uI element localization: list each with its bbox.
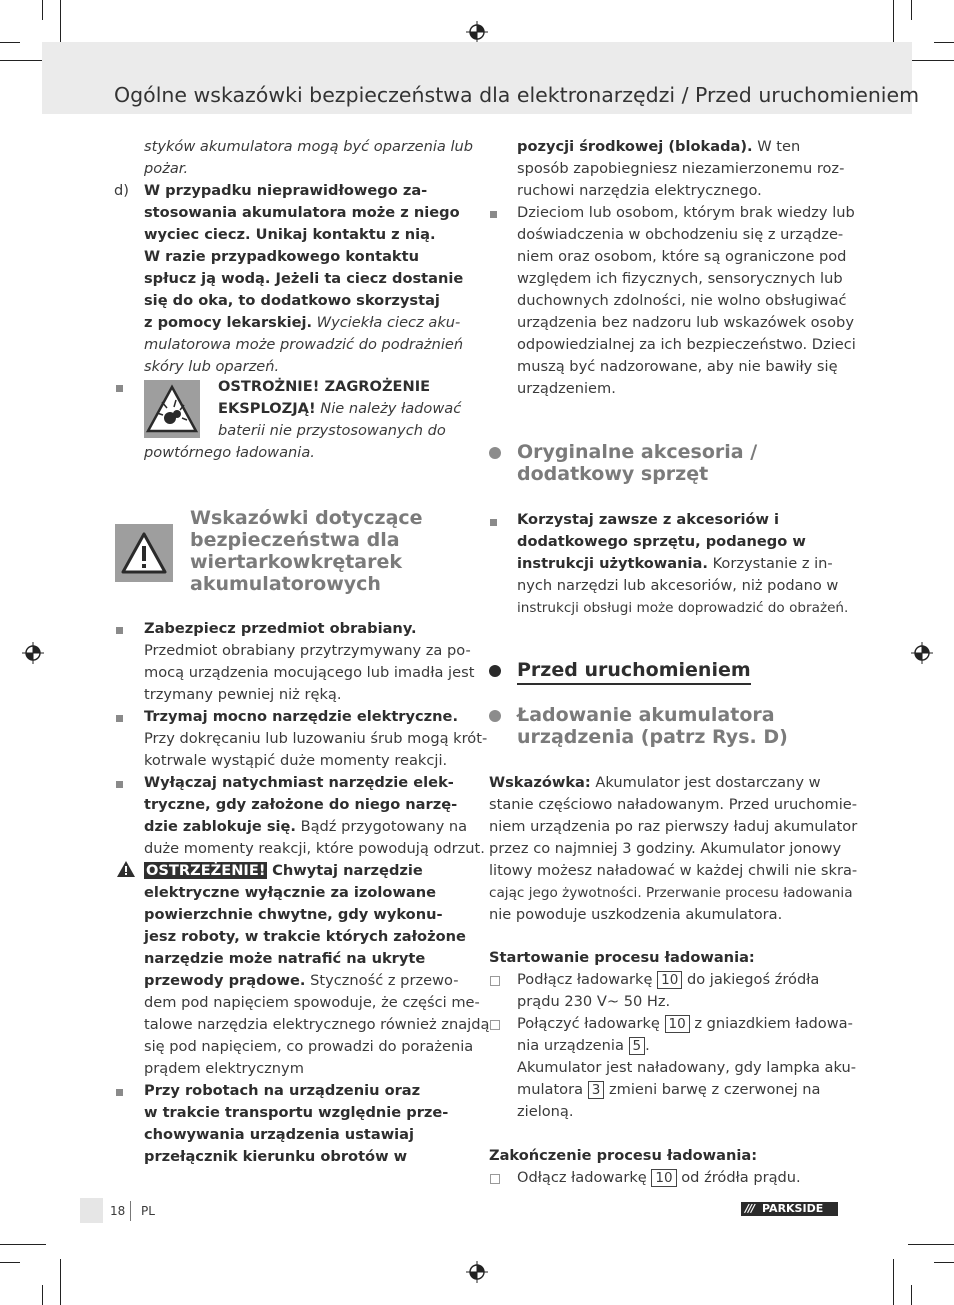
bullet	[116, 385, 123, 392]
step-text: z gniazdkiem ładowa-	[694, 1015, 853, 1032]
warning-text: się pod napięciem, co prowadzi do porażenia	[144, 1038, 474, 1055]
step-text: mulatora	[517, 1081, 584, 1098]
note-line: przez co najmniej 3 godziny. Akumulator jonowy	[489, 840, 842, 857]
crop-mark	[893, 0, 894, 46]
page-number-box	[80, 1198, 103, 1223]
bullet-bold: instrukcji użytkowania.	[517, 555, 708, 572]
subheading: Zakończenie procesu ładowania:	[489, 1147, 758, 1164]
note-line	[489, 772, 821, 794]
note-line: litowy możesz naładować w każdej chwili nie skra-	[489, 862, 858, 879]
bullet-text: nych narzędzi lub akcesoriów, niż podano w	[517, 577, 839, 594]
continuation-text: W ten	[757, 138, 801, 155]
crop-mark	[0, 60, 46, 61]
step-line: Akumulator jest naładowany, gdy lampka aku-	[517, 1059, 857, 1076]
warning-bold-line: jesz roboty, w trakcie których założone	[144, 928, 466, 945]
warning-bold: Chwytaj narzędzie	[272, 862, 423, 879]
bullet-bold: Wyłączaj natychmiast narzędzie elek-	[144, 774, 454, 791]
continuation-line	[517, 136, 800, 158]
warning-bold-line: powierzchnie chwytne, gdy wykonu-	[144, 906, 443, 923]
warning-bold: przewody prądowe.	[144, 972, 306, 989]
part-number: 10	[657, 971, 682, 989]
item-d-line: skóry lub oparzeń.	[144, 358, 280, 375]
bullet-bold: w trakcie transportu względnie prze-	[144, 1104, 449, 1121]
step-text: Odłącz ładowarkę	[517, 1169, 647, 1186]
bullet	[490, 519, 497, 526]
bullet-text: Przedmiot obrabiany przytrzymywany za po-	[144, 642, 471, 659]
item-marker: d)	[114, 182, 129, 199]
bullet-bold: Zabezpiecz przedmiot obrabiany.	[144, 620, 417, 637]
registration-mark-icon	[911, 642, 933, 664]
section-title: Przed uruchomieniem	[517, 659, 751, 685]
item-d-italic: Wyciekła ciecz aku-	[316, 314, 461, 331]
section-title: Wskazówki dotyczące	[190, 507, 423, 529]
bullet-text: Dzieciom lub osobom, którym brak wiedzy lub	[517, 204, 855, 221]
crop-mark	[42, 0, 43, 20]
bullet	[490, 211, 497, 218]
explosion-warning-line: baterii nie przystosowanych do	[218, 422, 446, 439]
explosion-warning-title: OSTROŻNIE! ZAGROŻENIE	[218, 378, 431, 395]
bullet-bold: Trzymaj mocno narzędzie elektryczne.	[144, 708, 458, 725]
explosion-warning-line	[218, 398, 461, 420]
continuation-line: styków akumulatora mogą być oparzenia lub	[144, 138, 474, 155]
page-number: 18	[110, 1204, 126, 1218]
brand-stripes-icon: ///	[745, 1202, 755, 1215]
bullet	[116, 781, 123, 788]
part-number: 5	[629, 1037, 646, 1055]
crop-mark	[0, 1262, 20, 1263]
crop-mark	[934, 42, 954, 43]
crop-mark	[911, 0, 912, 20]
brand-name: PARKSIDE	[762, 1202, 824, 1215]
item-d-line: się do oka, to dodatkowo skorzystaj	[144, 292, 440, 309]
crop-mark	[0, 1244, 46, 1245]
language-code: PL	[141, 1204, 155, 1218]
warning-text: talowe narzędzia elektrycznego również znajdą	[144, 1016, 490, 1033]
section-dot-icon	[489, 710, 501, 722]
step-checkbox-icon	[490, 1020, 500, 1030]
bullet-text-rest: Korzystanie z in-	[712, 555, 833, 572]
section-title: urządzenia (patrz Rys. D)	[517, 726, 788, 748]
crop-mark	[42, 1285, 43, 1305]
part-number: 10	[651, 1169, 676, 1187]
bullet-text: duże momenty reakcji, które powodują odrzut.	[144, 840, 485, 857]
warning-bold-line: narzędzie może natrafić na ukryte	[144, 950, 426, 967]
bullet-bold: przełącznik kierunku obrotów w	[144, 1148, 408, 1165]
bullet-text: instrukcji obsługi może doprowadzić do obrażeń.	[517, 600, 849, 616]
warning-triangle-icon	[115, 524, 173, 582]
subheading: Startowanie procesu ładowania:	[489, 949, 755, 966]
step-line: prądu 230 V~ 50 Hz.	[517, 993, 671, 1010]
bullet-text: Przy dokręcaniu lub luzowaniu śrub mogą krót-	[144, 730, 488, 747]
warning-line	[144, 970, 458, 992]
bullet-bold: tryczne, gdy założone do niego narzę-	[144, 796, 458, 813]
registration-mark-icon	[466, 21, 488, 43]
explosion-warning-line: powtórnego ładowania.	[144, 444, 315, 461]
crop-mark	[0, 42, 20, 43]
step-text: .	[645, 1037, 650, 1054]
step-text: nia urządzenia	[517, 1037, 624, 1054]
bullet-text: urządzenia bez nadzoru lub wskazówek osoby	[517, 314, 854, 331]
part-number: 10	[665, 1015, 690, 1033]
bullet-text: trzymany pewniej niż ręką.	[144, 686, 342, 703]
explosion-warning-italic: Nie należy ładować	[320, 400, 462, 417]
part-number: 3	[588, 1081, 605, 1099]
warning-text: Styczność z przewo-	[310, 972, 459, 989]
brand-logo	[741, 1202, 838, 1216]
bullet-text: kotrwale wystąpić duże momenty reakcji.	[144, 752, 448, 769]
step-text: Podłącz ładowarkę	[517, 971, 653, 988]
bullet-text: doświadczenia w obchodzeniu się z urządze-	[517, 226, 844, 243]
bullet-bold: dodatkowego sprzętu, podanego w	[517, 533, 806, 550]
step-line	[517, 1035, 650, 1057]
bullet-bold: dzie zablokuje się.	[144, 818, 296, 835]
crop-mark	[60, 0, 61, 46]
warning-line	[144, 860, 423, 882]
item-d-bold: z pomocy lekarskiej.	[144, 314, 313, 331]
continuation-line: ruchowi narzędzia elektrycznego.	[517, 182, 762, 199]
item-d-line: spłucz ją wodą. Jeżeli ta ciecz dostanie	[144, 270, 464, 287]
registration-mark-icon	[466, 1261, 488, 1283]
bullet	[116, 1089, 123, 1096]
note-line: niem urządzenia po raz pierwszy ładuj akumulator	[489, 818, 858, 835]
bullet	[116, 627, 123, 634]
item-d-line: W razie przypadkowego kontaktu	[144, 248, 419, 265]
section-title: Oryginalne akcesoria /	[517, 441, 758, 463]
item-d-line: wyciec ciecz. Unikaj kontaktu z nią.	[144, 226, 436, 243]
note-line: cając jego żywotności. Przerwanie procesu ładowania	[489, 885, 853, 901]
section-title: wiertarkowkrętarek	[190, 551, 403, 573]
section-dot-icon	[489, 665, 501, 677]
bullet	[116, 715, 123, 722]
explosion-warning-bold: EKSPLOZJĄ!	[218, 400, 316, 417]
section-dot-icon	[489, 447, 501, 459]
crop-mark	[934, 1262, 954, 1263]
section-title: akumulatorowych	[190, 573, 381, 595]
bullet-text: mocą urządzenia mocującego lub imadła jest	[144, 664, 475, 681]
crop-mark	[893, 1259, 894, 1305]
step-line	[517, 1167, 801, 1189]
step-text: od źródła prądu.	[681, 1169, 801, 1186]
item-d-line: mulatorowa może prowadzić do podrażnień	[144, 336, 464, 353]
warning-text: prądem elektrycznym	[144, 1060, 304, 1077]
continuation-line: sposób zapobiegniesz niezamierzonemu roz-	[517, 160, 845, 177]
section-title: dodatkowy sprzęt	[517, 463, 709, 485]
section-title: Ładowanie akumulatora	[517, 704, 775, 726]
page-title: Ogólne wskazówki bezpieczeństwa dla elektronarzędzi / Przed uruchomieniem	[114, 83, 920, 107]
crop-mark	[908, 1244, 954, 1245]
bullet-text: niem oraz osobom, które są ograniczone pod	[517, 248, 847, 265]
step-text: zmieni barwę z czerwonej na	[608, 1081, 821, 1098]
registration-mark-icon	[22, 642, 44, 664]
crop-mark	[911, 1285, 912, 1305]
bullet-text: urządzeniem.	[517, 380, 616, 397]
item-d-line: W przypadku nieprawidłowego za-	[144, 182, 428, 199]
note-text: Akumulator jest dostarczany w	[595, 774, 821, 791]
section-title: bezpieczeństwa dla	[190, 529, 400, 551]
bullet-text: odpowiedzialnej za ich bezpieczeństwo. Dzieci	[517, 336, 856, 353]
step-text: do jakiegoś źródła	[686, 971, 820, 988]
bullet-text-rest: Bądź przygotowany na	[300, 818, 468, 835]
note-line: stanie częściowo naładowanym. Przed uruchomie-	[489, 796, 858, 813]
bullet-text: duchownych zdolności, nie wolno obsługiwać	[517, 292, 847, 309]
step-checkbox-icon	[490, 976, 500, 986]
step-line: zieloną.	[517, 1103, 574, 1120]
bullet-text: muszą być nadzorowane, aby nie bawiły się	[517, 358, 838, 375]
bullet-text	[517, 553, 833, 575]
bullet-text	[144, 816, 467, 838]
explosion-warning-icon	[144, 380, 200, 438]
crop-mark	[908, 60, 954, 61]
page-number-separator	[130, 1201, 131, 1221]
step-line	[517, 1013, 853, 1035]
continuation-bold: pozycji środkowej (blokada).	[517, 138, 753, 155]
step-checkbox-icon	[490, 1174, 500, 1184]
step-text: Połączyć ładowarkę	[517, 1015, 660, 1032]
step-line	[517, 1079, 821, 1101]
warning-bold-line: elektryczne wyłącznie za izolowane	[144, 884, 437, 901]
continuation-line: pożar.	[144, 160, 189, 177]
note-bold: Wskazówka:	[489, 774, 591, 791]
warning-small-icon	[116, 860, 136, 878]
warning-text: dem pod napięciem spowoduje, że części me-	[144, 994, 480, 1011]
bullet-text: względem ich fizycznych, sensorycznych lub	[517, 270, 843, 287]
item-d-line	[144, 312, 460, 334]
crop-mark	[60, 1259, 61, 1305]
step-line	[517, 969, 819, 991]
note-line: nie powoduje uszkodzenia akumulatora.	[489, 906, 783, 923]
item-d-line: stosowania akumulatora może z niego	[144, 204, 460, 221]
bullet-bold: chowywania urządzenia ustawiaj	[144, 1126, 415, 1143]
warning-label: OSTRZEŻENIE!	[146, 862, 266, 879]
bullet-bold: Korzystaj zawsze z akcesoriów i	[517, 511, 780, 528]
bullet-bold: Przy robotach na urządzeniu oraz	[144, 1082, 421, 1099]
